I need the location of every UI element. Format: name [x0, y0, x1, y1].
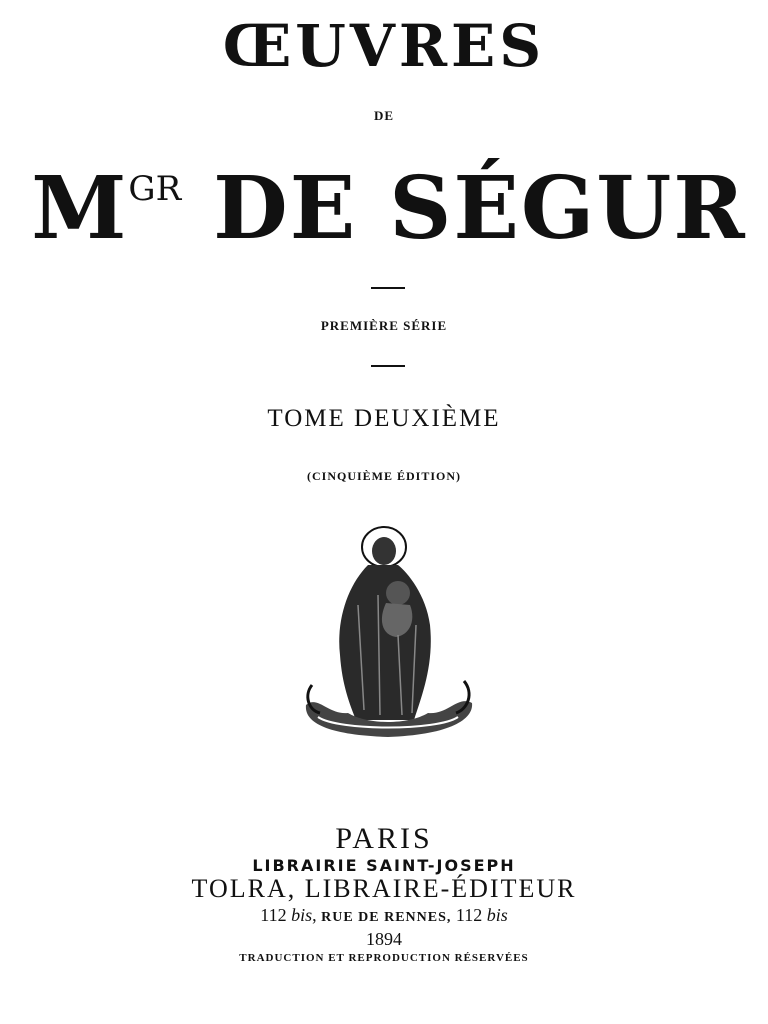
imprint-publisher: TOLRA, LIBRAIRE-ÉDITEUR [191, 874, 577, 903]
author-name-line [14, 158, 764, 259]
address-number-2: 112 [455, 905, 483, 925]
edition-label: (CINQUIÈME ÉDITION) [306, 469, 461, 483]
address-bis-2: bis [486, 905, 508, 925]
madonna-and-child-emblem [298, 525, 478, 745]
imprint-year: 1894 [366, 929, 402, 949]
imprint-rights: TRADUCTION ET REPRODUCTION RÉSERVÉES [239, 952, 529, 964]
imprint-city: PARIS [335, 822, 433, 855]
series-label: PREMIÈRE SÉRIE [320, 318, 448, 333]
author-prefix: $M^{GR}$ [31, 158, 182, 259]
volume-label: TOME DEUXIÈME [267, 405, 501, 432]
address-bis: bis [291, 905, 313, 925]
work-title: ŒUVRES [222, 12, 546, 80]
address-number: 112 [260, 905, 287, 925]
imprint-address: 112 bis, RUE DE RENNES, 112 bis [260, 905, 508, 925]
preposition: DE [373, 108, 395, 123]
imprint-library: LIBRAIRIE SAINT-JOSEPH [252, 856, 516, 875]
author-prefix-superscript: GR [128, 169, 182, 209]
divider-rule-top [371, 287, 405, 289]
author-name: DE SÉGUR [213, 158, 747, 259]
divider-rule-bottom [371, 365, 405, 367]
address-street: RUE DE RENNES, [321, 910, 452, 925]
